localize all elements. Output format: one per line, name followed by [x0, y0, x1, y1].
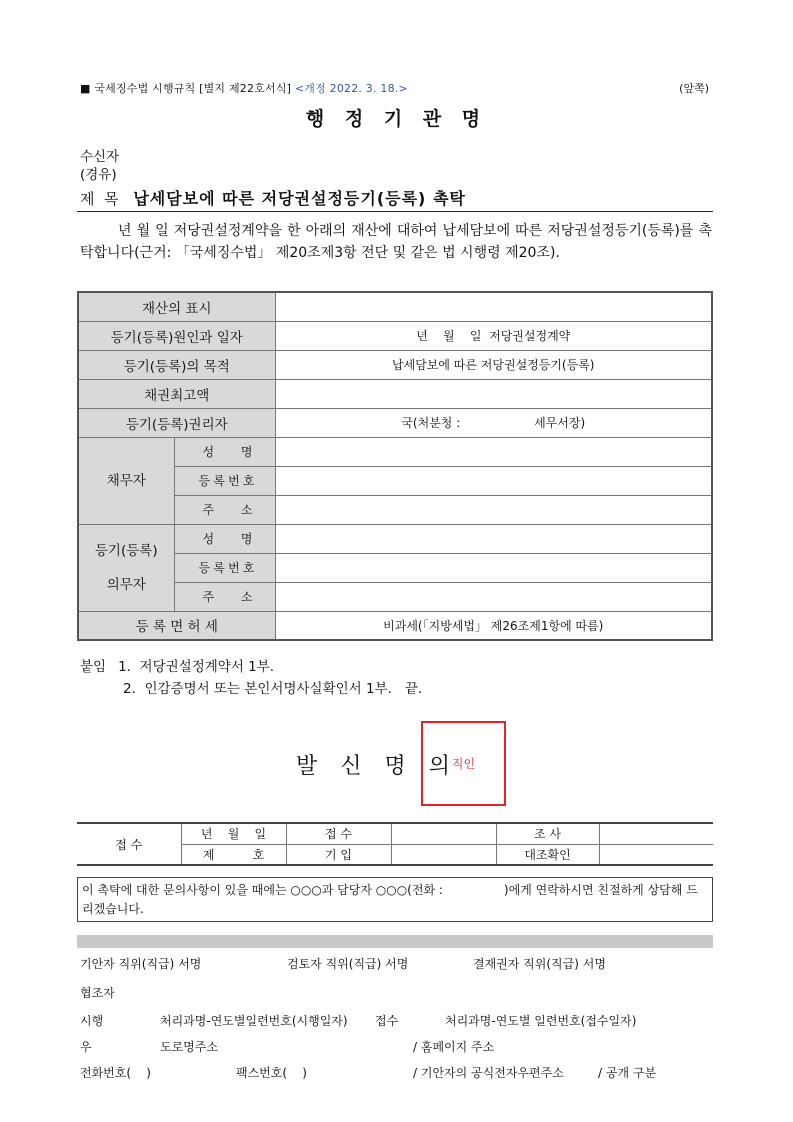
rights-holder-prefix: 국(처분청 :	[401, 416, 461, 430]
cooperator-label: 협조자	[80, 986, 115, 1000]
reception-value	[391, 823, 496, 844]
obligor-label-line1: 등기(등록)	[94, 542, 158, 559]
purpose-value: 납세담보에 따른 저당권설정등기(등록)	[275, 350, 712, 379]
subject-text: 납세담보에 따른 저당권설정등기(등록) 촉탁	[133, 189, 466, 208]
regno-char-3: 번	[228, 561, 240, 575]
document-title: 행 정 기 관 명	[305, 108, 488, 130]
drafter-signature: 기안자 직위(직급) 서명	[80, 957, 202, 971]
name-char-a: 성	[202, 532, 215, 546]
recipient-label: 수신자	[80, 149, 120, 165]
regno-char-1: 등	[198, 474, 211, 488]
attachments-block	[80, 656, 422, 700]
seal-label: 직인	[451, 757, 476, 771]
debtor-address-value	[275, 495, 712, 524]
registration-tax-label: 등 록 면 허 세	[78, 611, 275, 640]
debtor-name-value	[275, 437, 712, 466]
reception-label-2: 접 수	[286, 823, 391, 844]
name-char-b: 명	[240, 445, 253, 459]
receipt-label-footer: 접수	[375, 1014, 399, 1028]
regno-char-2: 록	[213, 474, 225, 488]
name-char-b: 명	[240, 532, 253, 546]
reviewer-signature: 검토자 직위(직급) 서명	[287, 957, 409, 971]
reception-label: 접 수	[77, 823, 181, 865]
attachment-item-2: 2. 인감증명서 또는 본인서명사실확인서 1부. 끝.	[123, 681, 423, 697]
property-value	[275, 292, 712, 321]
max-claim-label: 채권최고액	[78, 379, 275, 408]
debtor-name-label	[174, 437, 275, 466]
subject-divider	[77, 211, 713, 212]
entry-label: 기 입	[286, 844, 391, 865]
debtor-address-label	[174, 495, 275, 524]
official-seal-box	[421, 721, 506, 806]
rights-holder-value	[275, 408, 712, 437]
inspection-value	[599, 823, 713, 844]
regno-char-4: 호	[242, 561, 255, 575]
road-address-label: 도로명주소	[160, 1040, 218, 1054]
name-char-a: 성	[202, 445, 215, 459]
via-label: (경유)	[80, 167, 117, 183]
sender-name: 발 신 명 의	[296, 754, 458, 779]
attachments-label: 붙임	[80, 659, 107, 675]
rights-holder-label: 등기(등록)권리자	[78, 408, 275, 437]
postal-code-label: 우	[80, 1040, 92, 1054]
form-ref-text: ■ 국세징수법 시행규칙 [별지 제22호서식]	[80, 82, 292, 95]
homepage-label: / 홈페이지 주소	[413, 1040, 495, 1054]
regno-char-1: 등	[198, 561, 211, 575]
purpose-label: 등기(등록)의 목적	[78, 350, 275, 379]
compare-value	[599, 844, 713, 865]
approver-signature: 결재권자 직위(직급) 서명	[473, 957, 606, 971]
cause-date-label: 등기(등록)원인과 일자	[78, 321, 275, 350]
obligor-name-value	[275, 524, 712, 553]
enforcement-label: 시행	[80, 1014, 104, 1028]
max-claim-value	[275, 379, 712, 408]
revision-date: <개정 2022. 3. 18.>	[294, 82, 408, 95]
obligor-label-line2: 의무자	[106, 576, 146, 593]
disclosure-label: / 공개 구분	[598, 1066, 657, 1080]
obligor-address-label	[174, 582, 275, 611]
debtor-regno-value	[275, 466, 712, 495]
enforcement-value: 처리과명-연도별일련번호(시행일자)	[160, 1014, 348, 1028]
obligor-address-value	[275, 582, 712, 611]
subject-label: 제 목	[80, 190, 119, 208]
debtor-regno-label	[174, 466, 275, 495]
obligor-label	[78, 524, 174, 611]
entry-value	[391, 844, 496, 865]
form-reference	[80, 80, 408, 96]
obligor-regno-value	[275, 553, 712, 582]
body-paragraph: 년 월 일 저당권설정계약을 한 아래의 재산에 대하여 납세담보에 따른 저당권설정등기(등록)를 촉탁합니다(근거: 「국세징수법」 제20조제3항 전단 및 같은 법 시행령 제20조).	[80, 223, 712, 261]
obligor-name-label	[174, 524, 275, 553]
phone-label: 전화번호( )	[80, 1066, 151, 1080]
inspection-label: 조 사	[496, 823, 599, 844]
addr-char-b: 소	[240, 590, 253, 604]
addr-char-b: 소	[240, 503, 253, 517]
recipient-block	[80, 148, 119, 184]
page-side-label: (앞쪽)	[679, 82, 709, 95]
registration-details-table	[77, 291, 713, 641]
inquiry-notice: 이 촉탁에 대한 문의사항이 있을 때에는 ○○○과 담당자 ○○○(전화 : )에게 연락하시면 친절하게 상담해 드리겠습니다.	[77, 877, 713, 922]
addr-char-a: 주	[202, 503, 215, 517]
footer-divider-bar	[77, 935, 713, 948]
subject-line	[80, 186, 466, 209]
date-label: 년 월 일	[181, 823, 286, 844]
obligor-regno-label	[174, 553, 275, 582]
property-label: 재산의 표시	[78, 292, 275, 321]
drafter-email-label: / 기안자의 공식전자우편주소	[413, 1066, 564, 1080]
regno-char-3: 번	[228, 474, 240, 488]
receipt-table	[77, 822, 713, 866]
receipt-value-footer: 처리과명-연도별 일련번호(접수일자)	[445, 1014, 637, 1028]
fax-label: 팩스번호( )	[236, 1066, 307, 1080]
cause-date-value: 년 월 일 저당권설정계약	[275, 321, 712, 350]
addr-char-a: 주	[202, 590, 215, 604]
regno-char-2: 록	[213, 561, 225, 575]
number-label: 제 호	[181, 844, 286, 865]
debtor-label: 채무자	[78, 437, 174, 524]
regno-char-4: 호	[242, 474, 255, 488]
attachment-item-1: 1. 저당권설정계약서 1부.	[118, 659, 275, 675]
registration-tax-value: 비과세(「지방세법」 제26조제1항에 따름)	[275, 611, 712, 640]
rights-holder-suffix: 세무서장)	[534, 416, 586, 430]
compare-label: 대조확인	[496, 844, 599, 865]
